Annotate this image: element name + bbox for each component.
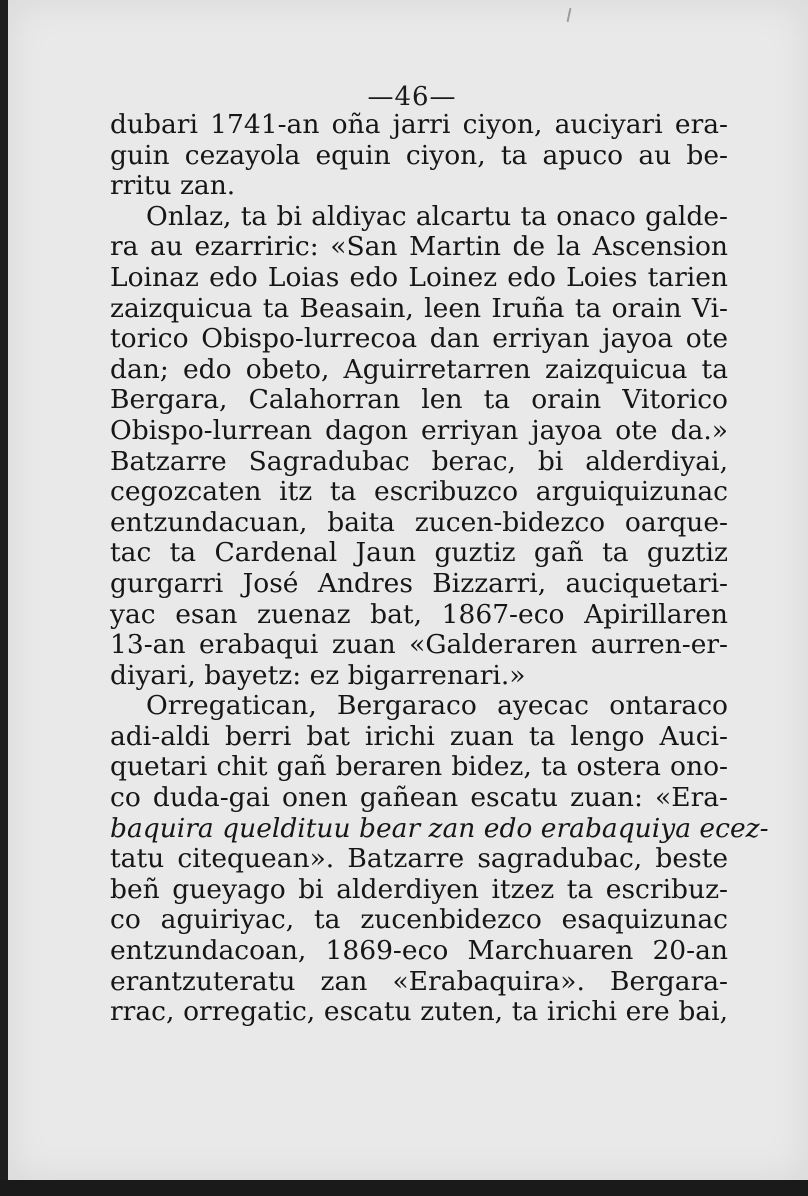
text-line: entzundacoan, 1869-eco Marchuaren 20-an xyxy=(110,935,728,967)
text-line: Orregatican, Bergaraco ayecac ontaraco xyxy=(146,690,728,722)
text-line: Loinaz edo Loias edo Loinez edo Loies tarien xyxy=(110,261,728,293)
text-line: Obispo-lurrean dagon erriyan jayoa ote da.» xyxy=(110,414,728,446)
scan-left-border xyxy=(0,0,8,1196)
text-line: rrac, orregatic, escatu zuten, ta irichi ere bai, xyxy=(110,996,728,1028)
text-line: rritu zan. xyxy=(110,170,236,202)
text-line: Bergara, Calahorran len ta orain Vitorico xyxy=(110,384,728,416)
ink-speck xyxy=(567,8,572,22)
text-line: tatu citequean». Batzarre sagradubac, beste xyxy=(110,843,728,875)
text-line: 13-an erabaqui zuan «Galderaren aurren-er- xyxy=(110,629,728,661)
text-line: adi-aldi berri bat irichi zuan ta lengo Auci- xyxy=(110,720,728,752)
text-line: guin cezayola equin ciyon, ta apuco au be- xyxy=(110,139,728,171)
text-line: erantzuteratu zan «Erabaquira». Bergara- xyxy=(110,965,728,997)
text-line: ra au ezarriric: «San Martin de la Ascension xyxy=(110,231,728,263)
text-line: co aguiriyac, ta zucenbidezco esaquizunac xyxy=(110,904,728,936)
page-number: —46— xyxy=(367,82,457,112)
text-line: Batzarre Sagradubac berac, bi alderdiyai, xyxy=(110,445,728,477)
text-line: beñ gueyago bi alderdiyen itzez ta escribuz- xyxy=(110,873,728,905)
text-line: diyari, bayetz: ez bigarrenari.» xyxy=(110,659,526,691)
text-line: torico Obispo-lurrecoa dan erriyan jayoa ote xyxy=(110,323,728,355)
text-line: dubari 1741-an oña jarri ciyon, auciyari era- xyxy=(110,109,728,140)
text-line: yac esan zuenaz bat, 1867-eco Apirillaren xyxy=(110,598,728,630)
text-line: dan; edo obeto, Aguirretarren zaizquicua ta xyxy=(110,353,728,385)
text-line: gurgarri José Andres Bizzarri, auciquetari- xyxy=(110,567,728,599)
text-line: zaizquicua ta Beasain, leen Iruña ta orain Vi- xyxy=(110,292,728,324)
scan-bottom-border xyxy=(0,1180,808,1196)
text-line: co duda-gai onen gañean escatu zuan: «Era- xyxy=(110,782,728,814)
text-line: Onlaz, ta bi aldiyac alcartu ta onaco galde- xyxy=(146,200,728,232)
text-line: quetari chit gañ beraren bidez, ta ostera ono- xyxy=(110,751,728,783)
text-line: tac ta Cardenal Jaun guztiz gañ ta guztiz xyxy=(110,537,728,569)
text-line: cegozcaten itz ta escribuzco arguiquizunac xyxy=(110,476,728,508)
text-line: baquira queldituu bear zan edo erabaquiya ecez- xyxy=(110,812,769,844)
body-text xyxy=(110,109,769,1028)
text-line: entzundacuan, baita zucen-bidezco oarque- xyxy=(110,506,728,538)
